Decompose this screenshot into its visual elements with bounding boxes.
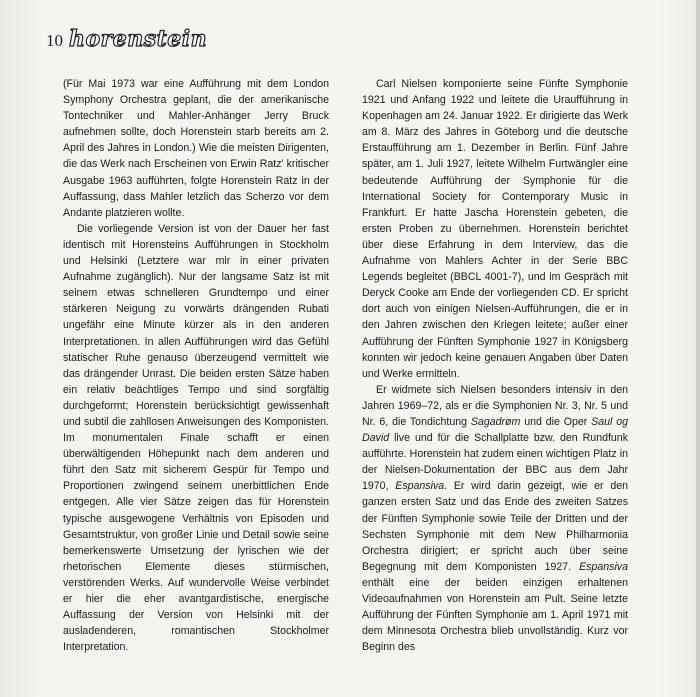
page-number: 10: [46, 31, 63, 50]
text-run: Er widmete sich Nielsen besonders intensiv in den Jahren 1969–72, als er die Symphonien Nr. 3, Nr. 5 und Nr. 6, die Tondichtung: [362, 383, 628, 428]
text-run: . Er wird darin gezeigt, wie er den ganzen ersten Satz und das Ende des zweiten Satzes der Fünften Symphonie sowie Teile der Dritten und der Sechsten Symphonie mit dem New Philharmonia Orchestra dirigiert; er spricht auch über seine Begegnung mit dem Komponisten 1927.: [362, 480, 628, 573]
page-edge-shadow: [696, 0, 700, 697]
right-column: [362, 76, 628, 655]
text-run: enthält eine der beiden einzigen erhaltenen Videoaufnahmen von Horenstein am Pult. Seine letzte Aufführung der Fünften Symphonie am 1. April 1971 mit dem Minnesota Orchestra blieb unvollständig. Kurz vor Beginn des: [362, 576, 628, 654]
left-column: [63, 76, 329, 655]
text-run: live und für die Schallplatte bzw. den Rundfunk aufführte. Horenstein hat zudem einen wichtigen Platz in der Nielsen-Dokumentation der BBC aus dem Jahr 1970,: [362, 432, 628, 493]
work-title-espansiva: Espansiva: [395, 480, 445, 493]
text-run: und die Oper: [520, 415, 592, 428]
right-paragraph-2: [362, 382, 628, 656]
horenstein-logo: horenstein: [69, 26, 208, 52]
right-paragraph-1: Carl Nielsen komponierte seine Fünfte Symphonie 1921 und Anfang 1922 und leitete die Uraufführung in Kopenhagen am 24. Januar 1922. Er dirigierte das Werk am 8. März des Jahres in Göteborg und die deutsche Erstaufführung am 1. Dezember in Berlin. Fünf Jahre später, am 1. Juli 1927, leitete Wilhelm Furtwängler eine bedeutende Aufführung der Symphonie für die International Society for Contemporary Music in Frankfurt. Er hatte Jascha Horenstein gebeten, die ersten Proben zu übernehmen. Horenstein berichtet über diese Erfahrung in dem Interview, das die Aufnahme von Mahlers Achter in der Serie BBC Legends begleitet (BBCL 4001-7), und im Gespräch mit Deryck Cooke am Ende der vorliegenden CD. Er spricht dort auch von einigen Nielsen-Aufführungen, die er in den Jahren zwischen den Kriegen leitete; außer einer Aufführung der Fünften Symphonie 1927 in Königsberg konnten wir jedoch keine genauen Angaben über Daten und Werke ermitteln.: [362, 78, 628, 380]
work-title-sagadrom: Sagadrøm: [470, 415, 521, 428]
work-title-espansiva: Espansiva: [579, 560, 628, 573]
work-title-saul-og-david: Saul og David: [362, 415, 628, 445]
left-paragraph-1: (Für Mai 1973 war eine Aufführung mit dem London Symphony Orchestra geplant, die der amerikanische Tontechniker und Mahler-Anhänger Jerry Bruck aufnehmen sollte, doch Horenstein starb bereits am 2. April des Jahres in London.) Wie die meisten Dirigenten, die das Werk nach Erscheinen von Erwin Ratz' kritischer Ausgabe 1963 aufführten, folgte Horenstein Ratz in der Auffassung, dass Mahler letzlich das Scherzo vor dem Andante platzieren wollte.: [63, 78, 329, 219]
page-header: [46, 26, 207, 56]
left-paragraph-2: Die vorliegende Version ist von der Dauer her fast identisch mit Horensteins Aufführungen in Stockholm und Helsinki (Letztere war mir in einer privaten Aufnahme zugänglich). Nur der langsame Satz ist mit seinem etwas schnelleren Grundtempo und einer stärkeren Neigung zu vorwärts drängenden Rubati ungefähr eine Minute kürzer als in den anderen Interpretationen. In allen Aufführungen wird das Gefühl statischer Ruhe genauso überzeugend vermittelt wie das drängender Unrast. Die beiden ersten Sätze haben ein relativ beächtliges Tempo und sind sorgfältig durchgeformt; Horenstein berücksichtigt gewissenhaft und subtil die zahllosen Anweisungen des Komponisten. Im monumentalen Finale schafft er einen überwältigenden Höhepunkt nach dem anderen und führt den Satz mit sicherem Gespür für Tempo und Proportionen zwingend seinem unerbittlichen Ende entgegen. Alle vier Sätze zeigen das für Horenstein typische ausgewogene Verhältnis von Episoden und Gesamtstruktur, von großer Linie und Detail sowie seine bemerkenswerte Umsetzung der lyrischen wie der rhetorischen Elemente dieses stürmischen, verstörenden Werks. Auf wundervolle Weise verbindet er hier die eher avantgardistische, energische Auffassung der Version von Helsinki mit der ausladenderen, romantischen Stockholmer Interpretation.: [63, 222, 329, 654]
